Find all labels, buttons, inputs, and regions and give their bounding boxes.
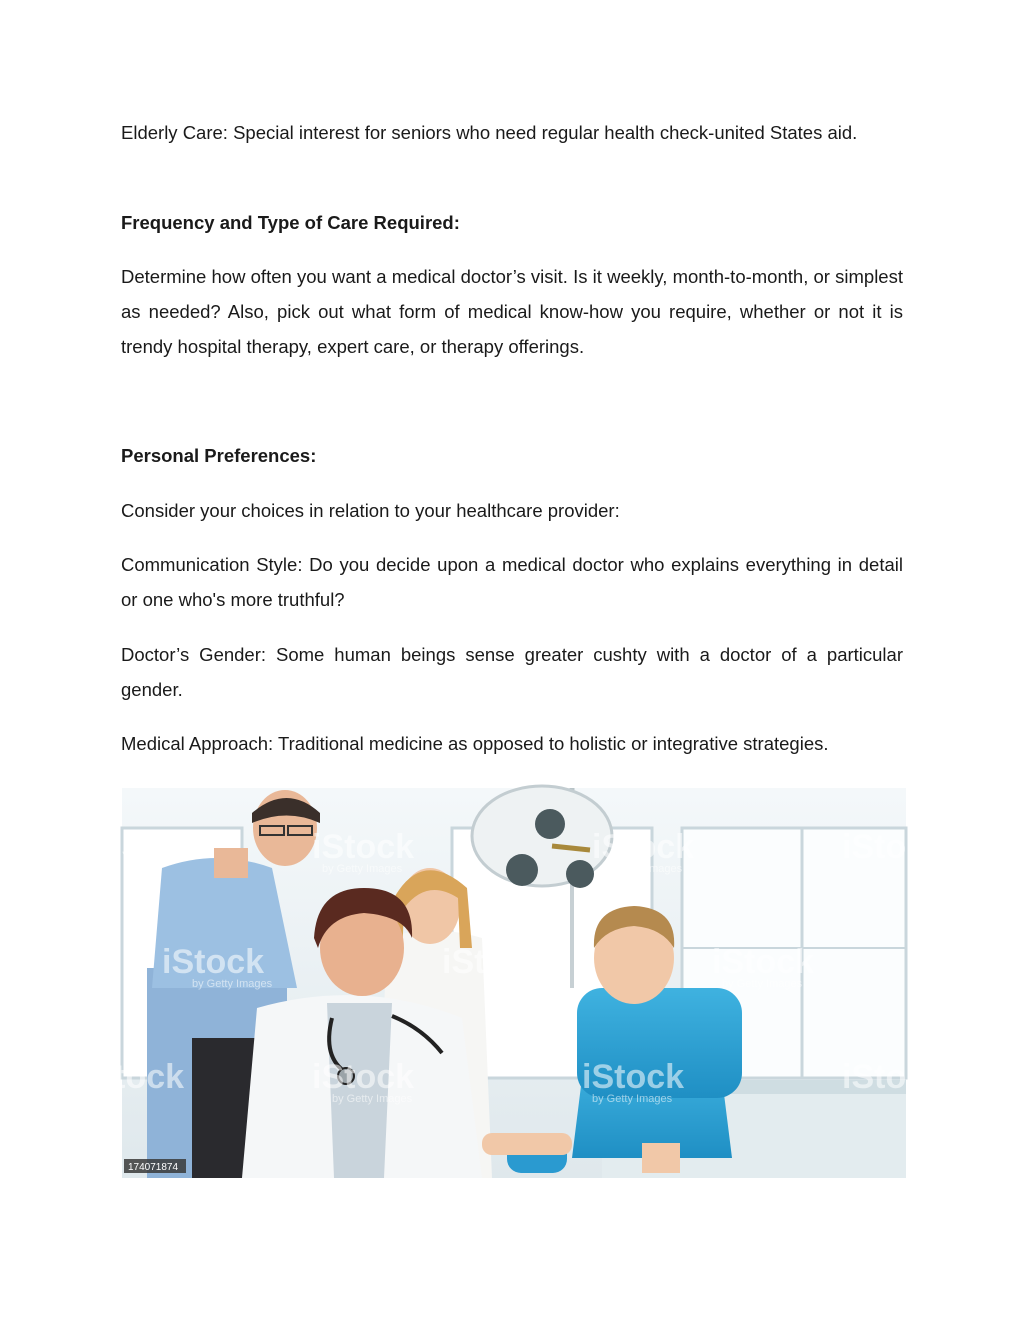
watermark-text: iStock [842,1058,945,1096]
paragraph-frequency: Determine how often you want a medical doctor’s visit. Is it weekly, month-to-month, or simplest as needed? Also, pick out what form of medical know-how you require, whether or not it is trendy hospital therapy, expert care, or therapy offerings. [121,266,903,357]
watermark-subtext: by Getty Images [332,1093,413,1105]
paragraph-doctor-gender: Doctor’s Gender: Some human beings sense greater cushty with a doctor of a particular gender. [121,644,903,700]
watermark-text: iStock [162,943,265,981]
heading-preferences: Personal Preferences: [121,445,317,466]
paragraph-preferences-intro: Consider your choices in relation to your healthcare provider: [121,500,620,521]
watermark-text: iStock [312,1058,415,1096]
stock-id-label: 174071874 [128,1162,179,1173]
heading-frequency: Frequency and Type of Care Required: [121,212,460,233]
family-doctor-photo [82,788,945,1178]
paragraph-communication-style: Communication Style: Do you decide upon a medical doctor who explains everything in detail or one who's more truthful? [121,554,903,610]
watermark-text: iStock [582,1058,685,1096]
watermark-text: iStock [442,943,545,981]
watermark-text: iStock [112,828,215,866]
watermark-text: iStock [842,828,945,866]
paragraph-medical-approach: Medical Approach: Traditional medicine as opposed to holistic or integrative strategies. [121,733,829,754]
paragraph-elderly-care: Elderly Care: Special interest for seniors who need regular health check-united States aid. [121,122,858,143]
watermark-text: iStock [592,828,695,866]
watermark-text: iStock [312,828,415,866]
watermark-text: iStock [712,943,815,981]
watermark-subtext: by Getty Images [192,978,273,990]
watermark-subtext: by Getty Images [322,863,403,875]
watermark-subtext: by Getty Images [602,863,683,875]
watermark-subtext: by Getty Images [722,978,803,990]
watermark-subtext: by Getty Images [592,1093,673,1105]
watermark-text: iStock [82,1058,185,1096]
